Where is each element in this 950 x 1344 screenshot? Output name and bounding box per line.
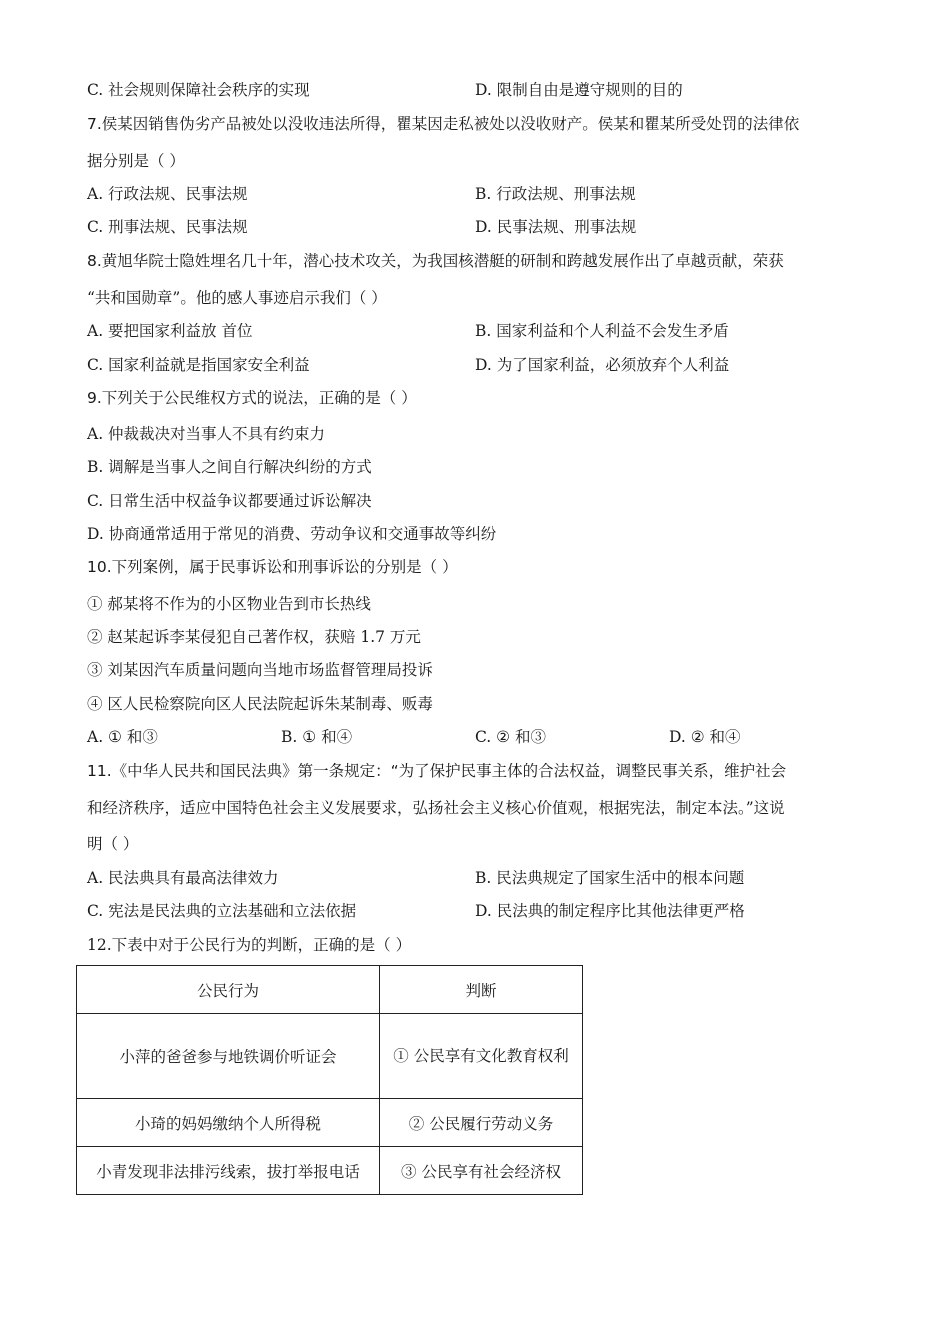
- q7-option-a: A. 行政法规、民事法规: [87, 185, 248, 203]
- q11-option-d: D. 民法典的制定程序比其他法律更严格: [475, 902, 745, 920]
- q8-option-d: D. 为了国家利益，必须放弃个人利益: [475, 356, 730, 374]
- q10-stem: 10.下列案例，属于民事诉讼和刑事诉讼的分别是（ ）: [87, 558, 458, 576]
- q10-option-a: A. ① 和③: [87, 728, 158, 746]
- table-cell: 小青发现非法排污线索，拔打举报电话: [77, 1147, 380, 1195]
- q7-option-b: B. 行政法规、刑事法规: [475, 185, 636, 203]
- q9-option-c: C. 日常生活中权益争议都要通过诉讼解决: [87, 492, 372, 510]
- q7-option-c: C. 刑事法规、民事法规: [87, 218, 248, 236]
- q9-stem: 9.下列关于公民维权方式的说法，正确的是（ ）: [87, 389, 417, 407]
- table-header-row: [77, 966, 583, 1014]
- q12-table: [76, 965, 583, 1195]
- table-cell: 小萍的爸爸参与地铁调价听证会: [77, 1014, 380, 1099]
- q9-option-a: A. 仲裁裁决对当事人不具有约束力: [87, 425, 326, 443]
- q10-item-2: ② 赵某起诉李某侵犯自己著作权，获赔 1.7 万元: [87, 628, 421, 646]
- q11-option-c: C. 宪法是民法典的立法基础和立法依据: [87, 902, 357, 920]
- table-header-cell: 判断: [380, 966, 583, 1014]
- q8-option-a: A. 要把国家利益放 首位: [87, 322, 253, 340]
- q10-item-1: ① 郝某将不作为的小区物业告到市长热线: [87, 595, 371, 613]
- q9-option-b: B. 调解是当事人之间自行解决纠纷的方式: [87, 458, 372, 476]
- q8-option-c: C. 国家利益就是指国家安全利益: [87, 356, 310, 374]
- table-cell: [380, 1014, 583, 1099]
- q10-option-d: D. ② 和④: [669, 728, 741, 746]
- q8-option-b: B. 国家利益和个人利益不会发生矛盾: [475, 322, 729, 340]
- q10-option-b: B. ① 和④: [281, 728, 353, 746]
- table-row: [77, 1147, 583, 1195]
- table-row: [77, 1099, 583, 1147]
- table-cell: 小琦的妈妈缴纳个人所得税: [77, 1099, 380, 1147]
- q6-option-c: C. 社会规则保障社会秩序的实现: [87, 81, 310, 99]
- q11-stem-line1: 11.《中华人民共和国民法典》第一条规定：“为了保护民事主体的合法权益，调整民事关系，维护社会: [87, 762, 787, 780]
- q10-item-4: ④ 区人民检察院向区人民法院起诉朱某制毒、贩毒: [87, 695, 433, 713]
- q11-option-a: A. 民法典具有最高法律效力: [87, 869, 279, 887]
- q7-stem-line2: 据分别是（ ）: [87, 152, 185, 170]
- q7-option-d: D. 民事法规、刑事法规: [475, 218, 637, 236]
- table-cell: ② 公民履行劳动义务: [380, 1099, 583, 1147]
- table-header-cell: 公民行为: [77, 966, 380, 1014]
- q8-stem-line2: “共和国勋章”。他的感人事迹启示我们（ ）: [87, 289, 387, 307]
- q9-option-d: D. 协商通常适用于常见的消费、劳动争议和交通事故等纠纷: [87, 525, 497, 543]
- q8-stem-line1: 8.黄旭华院士隐姓埋名几十年，潜心技术攻关，为我国核潜艇的研制和跨越发展作出了卓越贡献，荣获: [87, 252, 784, 270]
- q11-stem-line3: 明（ ）: [87, 835, 139, 853]
- q10-item-3: ③ 刘某因汽车质量问题向当地市场监督管理局投诉: [87, 661, 433, 679]
- q12-stem: 12.下表中对于公民行为的判断，正确的是（ ）: [87, 936, 412, 954]
- q11-stem-line2: 和经济秩序，适应中国特色社会主义发展要求，弘扬社会主义核心价值观，根据宪法，制定本法。”这说: [87, 799, 785, 817]
- table-cell: ③ 公民享有社会经济权: [380, 1147, 583, 1195]
- q7-stem-line1: 7.侯某因销售伪劣产品被处以没收违法所得，瞿某因走私被处以没收财产。侯某和瞿某所受处罚的法律依: [87, 115, 800, 133]
- q6-option-d: D. 限制自由是遵守规则的目的: [475, 81, 683, 99]
- table-cell-text: ① 公民享有文化教育权利: [393, 1046, 569, 1065]
- q11-option-b: B. 民法典规定了国家生活中的根本问题: [475, 869, 745, 887]
- q10-option-c: C. ② 和③: [475, 728, 546, 746]
- table-row: [77, 1014, 583, 1099]
